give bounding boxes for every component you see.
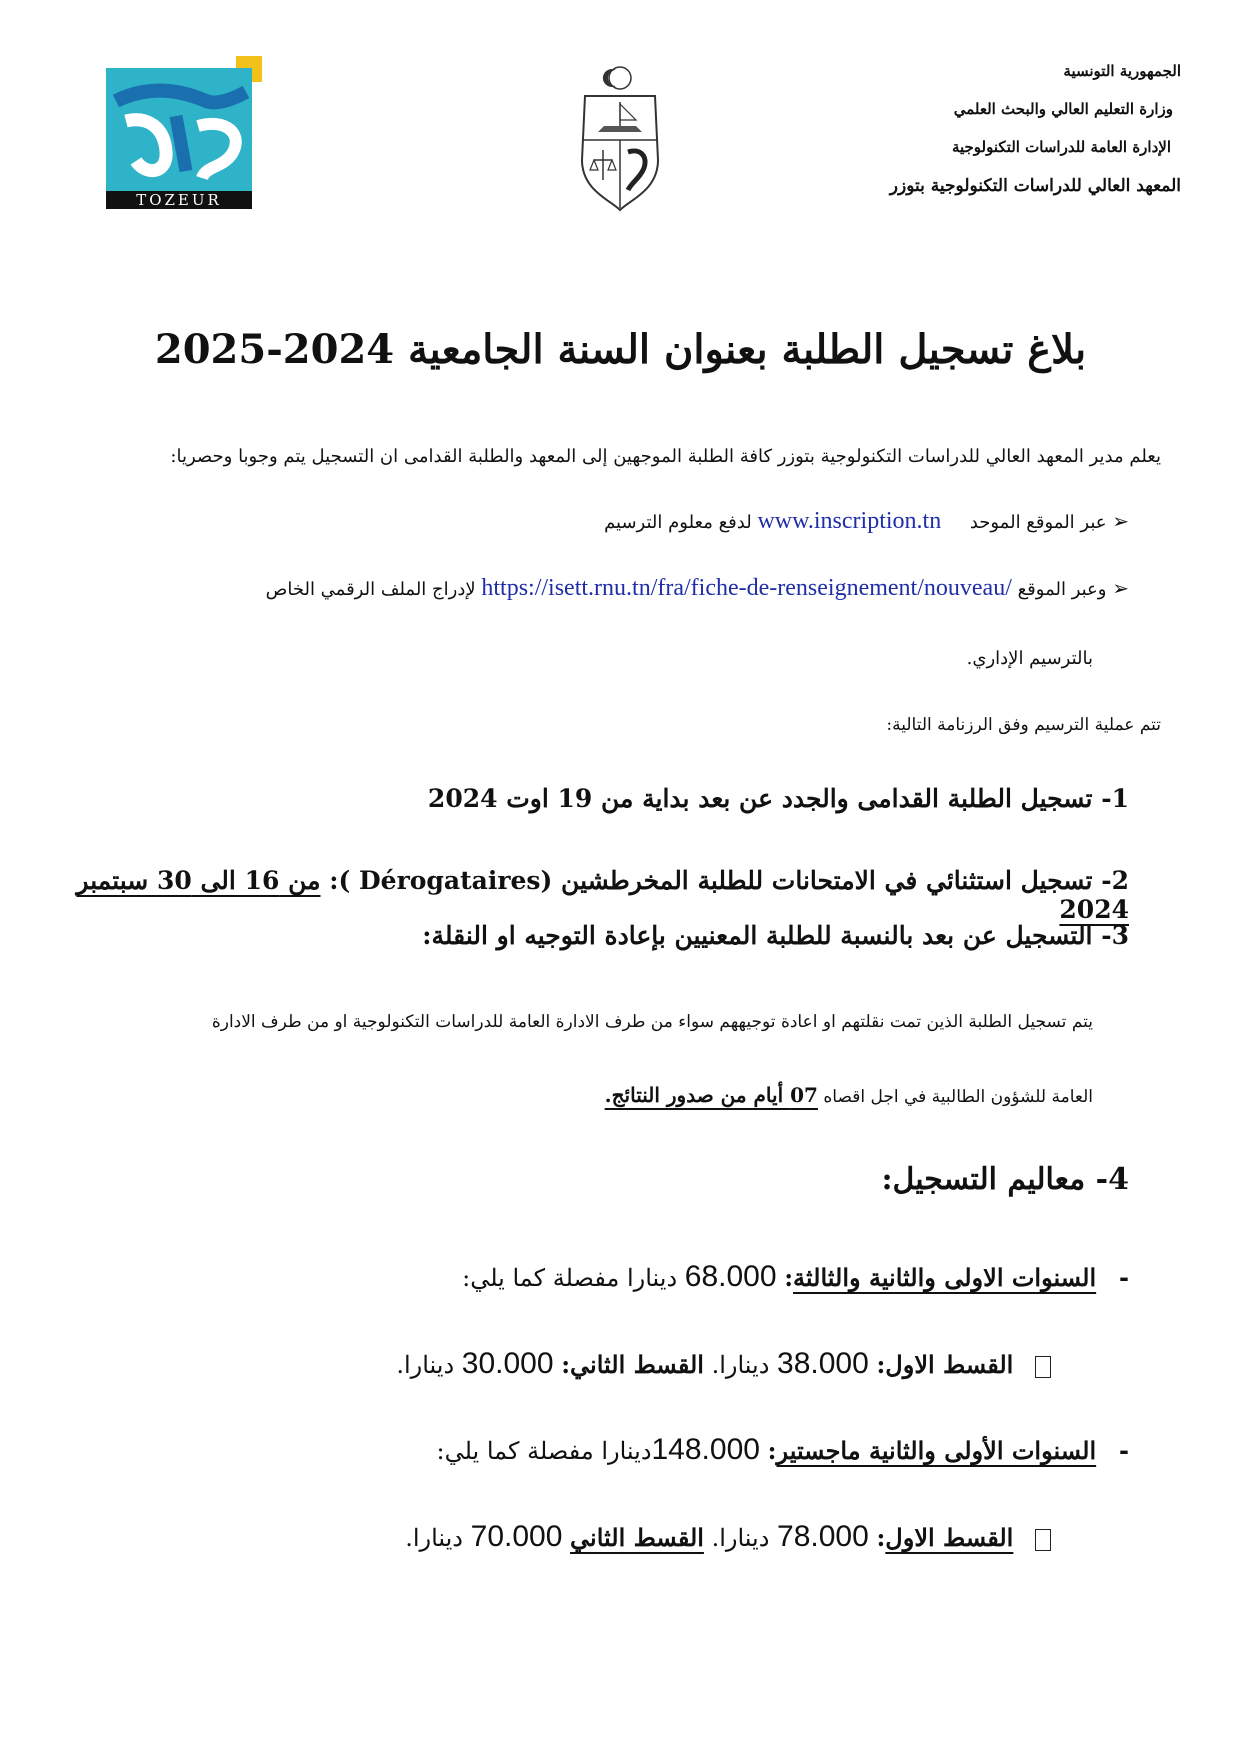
fees-bachelor-label: السنوات الاولى والثانية والثالثة xyxy=(793,1263,1097,1292)
transfer-deadline: 07 أيام من صدور النتائج. xyxy=(604,1083,818,1107)
bullet2-prefix: وعبر الموقع xyxy=(1017,579,1107,600)
dash-bullet-icon: - xyxy=(1119,1264,1129,1292)
installment-2-label: القسط الثاني xyxy=(570,1350,704,1379)
item-3-transfer: 3- التسجيل عن بعد بالنسبة للطلبة المعنيين بإعادة التوجيه او النقلة: xyxy=(422,921,1129,950)
installment-2-amount: 30.000 xyxy=(461,1347,554,1380)
bullet-unified-site xyxy=(69,508,1129,535)
master-installment-2-amount: 70.000 xyxy=(470,1520,563,1553)
arrow-bullet-icon: ➢ xyxy=(1112,509,1129,533)
item-2-exceptional xyxy=(69,866,1129,924)
installment-1-unit: دينارا. xyxy=(711,1351,770,1379)
intro-paragraph: يعلم مدير المعهد العالي للدراسات التكنولوجية بتوزر كافة الطلبة الموجهين إلى المعهد والطلبة القدامى ان التسجيل يتم وجوبا وحصريا: xyxy=(170,446,1161,467)
header-directorate: الإدارة العامة للدراسات التكنولوجية xyxy=(951,138,1171,156)
master-installment-1-unit: دينارا. xyxy=(711,1524,770,1552)
master-installment-1-amount: 78.000 xyxy=(777,1520,869,1553)
bullet1-prefix: عبر الموقع الموحد xyxy=(969,512,1107,533)
master-installment-2-label: القسط الثاني xyxy=(570,1523,704,1552)
fees-master-installments: القسط الاول: 78.000 دينارا. القسط الثاني 70.000 دينارا. xyxy=(51,1520,1051,1554)
dash-bullet-icon: - xyxy=(1119,1437,1129,1465)
iset-tozeur-logo xyxy=(106,56,262,209)
page-title: بلاغ تسجيل الطلبة بعنوان السنة الجامعية 2024-2025 xyxy=(154,326,1087,373)
bullet1-suffix: لدفع معلوم الترسيم xyxy=(604,512,752,533)
master-installment-1-label: القسط الاول xyxy=(885,1523,1014,1552)
header-republic: الجمهورية التونسية xyxy=(1063,62,1181,80)
installment-2-unit: دينارا. xyxy=(396,1351,455,1379)
fees-heading: 4- معاليم التسجيل: xyxy=(881,1162,1129,1197)
transfer-line-2 xyxy=(93,1083,1093,1107)
logo-text: TOZEUR xyxy=(136,191,222,209)
checkbox-icon xyxy=(1035,1356,1051,1378)
header-ministry: وزارة التعليم العالي والبحث العلمي xyxy=(953,100,1173,118)
header-institute: المعهد العالي للدراسات التكنولوجية بتوزر xyxy=(889,176,1181,196)
fees-bachelor-installments: القسط الاول: 38.000 دينارا. القسط الثاني: 30.000 دينارا. xyxy=(51,1347,1051,1381)
bullet2-continuation: بالترسيم الإداري. xyxy=(966,648,1093,669)
fees-master-tail: دينارا مفصلة كما يلي: xyxy=(436,1437,652,1465)
fees-bachelor-amount: 68.000 xyxy=(684,1260,777,1293)
arrow-bullet-icon: ➢ xyxy=(1112,576,1129,600)
transfer-line-2-text: العامة للشؤون الطالبية في اجل اقصاه xyxy=(823,1087,1093,1107)
isett-link[interactable]: https://isett.rnu.tn/fra/fiche-de-renseignement/nouveau/ xyxy=(481,575,1012,601)
bullet2-suffix: لإدراج الملف الرقمي الخاص xyxy=(265,579,476,600)
fees-bachelor-tail: دينارا مفصلة كما يلي: xyxy=(462,1264,678,1292)
transfer-line-1: يتم تسجيل الطلبة الذين تمت نقلتهم او اعادة توجيههم سواء من طرف الادارة العامة للدراسات التكنولوجية او من طرف الادارة xyxy=(211,1012,1093,1032)
master-installment-2-unit: دينارا. xyxy=(405,1524,463,1552)
bullet-isett-site xyxy=(69,575,1129,602)
schedule-intro: تتم عملية الترسيم وفق الرزنامة التالية: xyxy=(886,715,1161,735)
fees-bachelor: - السنوات الاولى والثانية والثالثة: 68.000 دينارا مفصلة كما يلي: xyxy=(462,1260,1129,1293)
coat-of-arms-icon xyxy=(570,60,670,220)
installment-1-amount: 38.000 xyxy=(777,1347,869,1380)
item-2-text: 2- تسجيل استثنائي في الامتحانات للطلبة المخرطشين (Dérogataires ): xyxy=(329,866,1129,895)
installment-1-label: القسط الاول xyxy=(885,1350,1014,1379)
fees-master-amount: 148.000 xyxy=(651,1433,760,1466)
item-2-dates: من 16 الى 30 سبتمبر 2024 xyxy=(76,866,1129,924)
fees-master: - السنوات الأولى والثانية ماجستير: 148.000دينارا مفصلة كما يلي: xyxy=(436,1433,1129,1466)
inscription-link[interactable]: www.inscription.tn xyxy=(757,508,942,534)
fees-master-label: السنوات الأولى والثانية ماجستير xyxy=(776,1436,1097,1465)
checkbox-icon xyxy=(1035,1529,1051,1551)
item-1-registration: 1- تسجيل الطلبة القدامى والجدد عن بعد بداية من 19 اوت 2024 xyxy=(427,784,1129,813)
